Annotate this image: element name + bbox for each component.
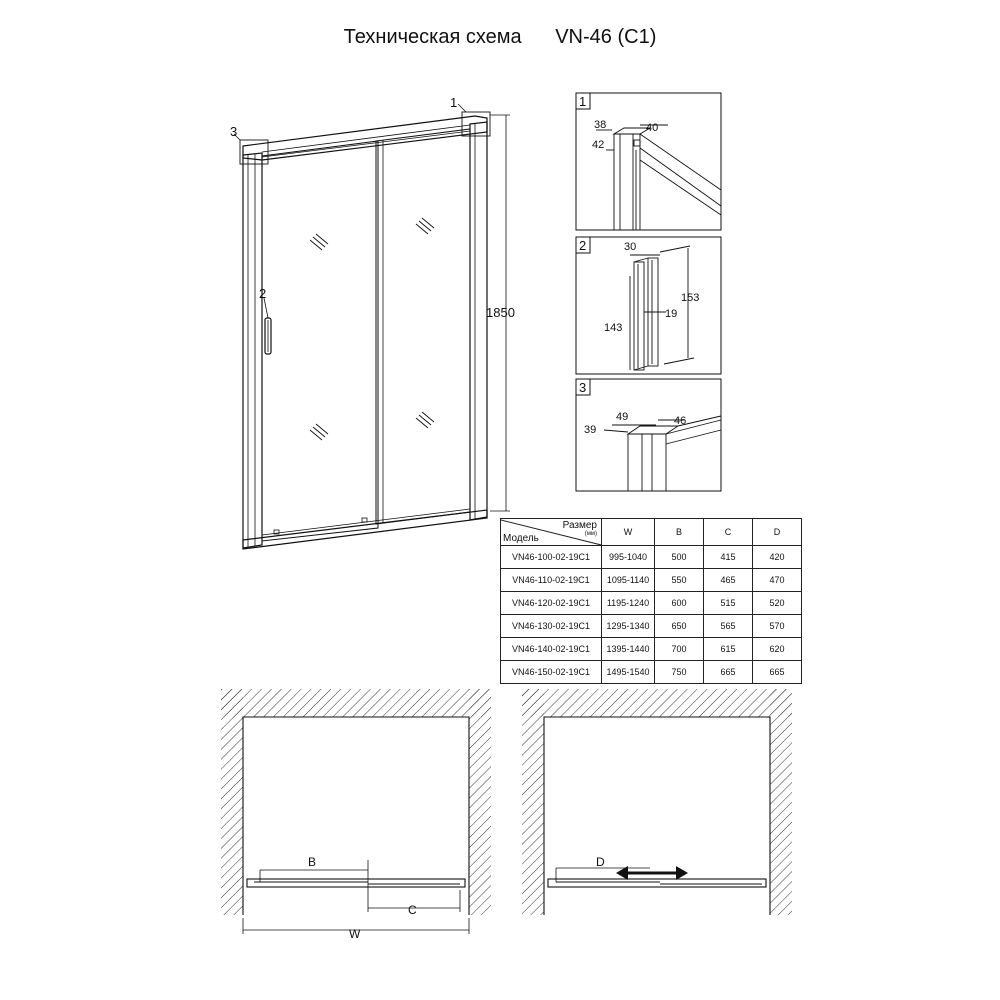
detail-1-dim-c: 42 xyxy=(592,139,605,151)
detail-2-drawing xyxy=(630,246,694,370)
cell-d: 420 xyxy=(753,546,802,569)
height-dimension-label: 1850 xyxy=(486,305,515,320)
cell-b: 500 xyxy=(655,546,704,569)
sliding-direction-arrow xyxy=(616,866,688,880)
cell-model: VN46-120-02-19C1 xyxy=(501,592,602,615)
detail-3-drawing xyxy=(604,416,721,491)
detail-2-number: 2 xyxy=(579,238,587,253)
cell-d: 520 xyxy=(753,592,802,615)
cell-b: 600 xyxy=(655,592,704,615)
cell-model: VN46-150-02-19C1 xyxy=(501,661,602,684)
detail-3-dim-b: 46 xyxy=(674,415,687,427)
detail-1-dim-b: 40 xyxy=(646,122,659,134)
detail-3-dim-c: 39 xyxy=(584,424,597,436)
detail-1-drawing xyxy=(596,125,721,230)
cell-b: 700 xyxy=(655,638,704,661)
table-row xyxy=(501,638,802,661)
title-part-2: VN-46 (C1) xyxy=(555,26,657,48)
detail-2-dim-c: 143 xyxy=(604,322,623,334)
cell-model: VN46-140-02-19C1 xyxy=(501,638,602,661)
callout-3-label: 3 xyxy=(230,124,238,139)
cell-c: 415 xyxy=(704,546,753,569)
detail-1-dim-a: 38 xyxy=(594,119,607,131)
cell-w: 1295-1340 xyxy=(602,615,655,638)
plan-view-left xyxy=(221,689,491,934)
cell-d: 665 xyxy=(753,661,802,684)
cell-model: VN46-130-02-19C1 xyxy=(501,615,602,638)
header-b: B xyxy=(655,519,704,546)
detail-3-dim-a: 49 xyxy=(616,411,629,423)
header-w: W xyxy=(602,519,655,546)
detail-2-dim-b: 153 xyxy=(681,292,700,304)
cell-c: 565 xyxy=(704,615,753,638)
table-row xyxy=(501,615,802,638)
cell-w: 1095-1140 xyxy=(602,569,655,592)
callout-1-label: 1 xyxy=(450,95,458,110)
cell-c: 465 xyxy=(704,569,753,592)
cell-w: 1195-1240 xyxy=(602,592,655,615)
cell-w: 995-1040 xyxy=(602,546,655,569)
cell-c: 615 xyxy=(704,638,753,661)
title-part-1: Техническая схема xyxy=(343,26,522,48)
corner-model-label: Модель xyxy=(503,533,539,544)
plan-right-label-d: D xyxy=(596,855,605,869)
table-header-row xyxy=(501,519,802,546)
detail-2-dim-d: 19 xyxy=(665,308,678,320)
cell-model: VN46-110-02-19C1 xyxy=(501,569,602,592)
table-row xyxy=(501,661,802,684)
cell-w: 1395-1440 xyxy=(602,638,655,661)
plan-left-label-c: C xyxy=(408,903,417,917)
cell-b: 550 xyxy=(655,569,704,592)
detail-1-number: 1 xyxy=(579,94,587,109)
cell-c: 665 xyxy=(704,661,753,684)
table-row xyxy=(501,569,802,592)
table-row xyxy=(501,592,802,615)
table-corner-cell xyxy=(501,519,602,546)
size-table xyxy=(500,518,802,684)
cell-c: 515 xyxy=(704,592,753,615)
plan-left-label-w: W xyxy=(349,927,361,941)
cell-d: 620 xyxy=(753,638,802,661)
cell-b: 650 xyxy=(655,615,704,638)
detail-3-number: 3 xyxy=(579,380,587,395)
header-c: C xyxy=(704,519,753,546)
cell-d: 470 xyxy=(753,569,802,592)
cell-b: 750 xyxy=(655,661,704,684)
door-front-view xyxy=(234,104,510,549)
plan-view-right xyxy=(522,689,792,915)
cell-d: 570 xyxy=(753,615,802,638)
plan-left-label-b: B xyxy=(308,855,317,869)
table-row xyxy=(501,546,802,569)
header-d: D xyxy=(753,519,802,546)
corner-size-label: Размер xyxy=(562,520,597,531)
corner-unit-label: (мм) xyxy=(584,531,597,537)
cell-w: 1495-1540 xyxy=(602,661,655,684)
cell-model: VN46-100-02-19C1 xyxy=(501,546,602,569)
callout-2-label: 2 xyxy=(259,286,267,301)
detail-2-dim-a: 30 xyxy=(624,241,637,253)
